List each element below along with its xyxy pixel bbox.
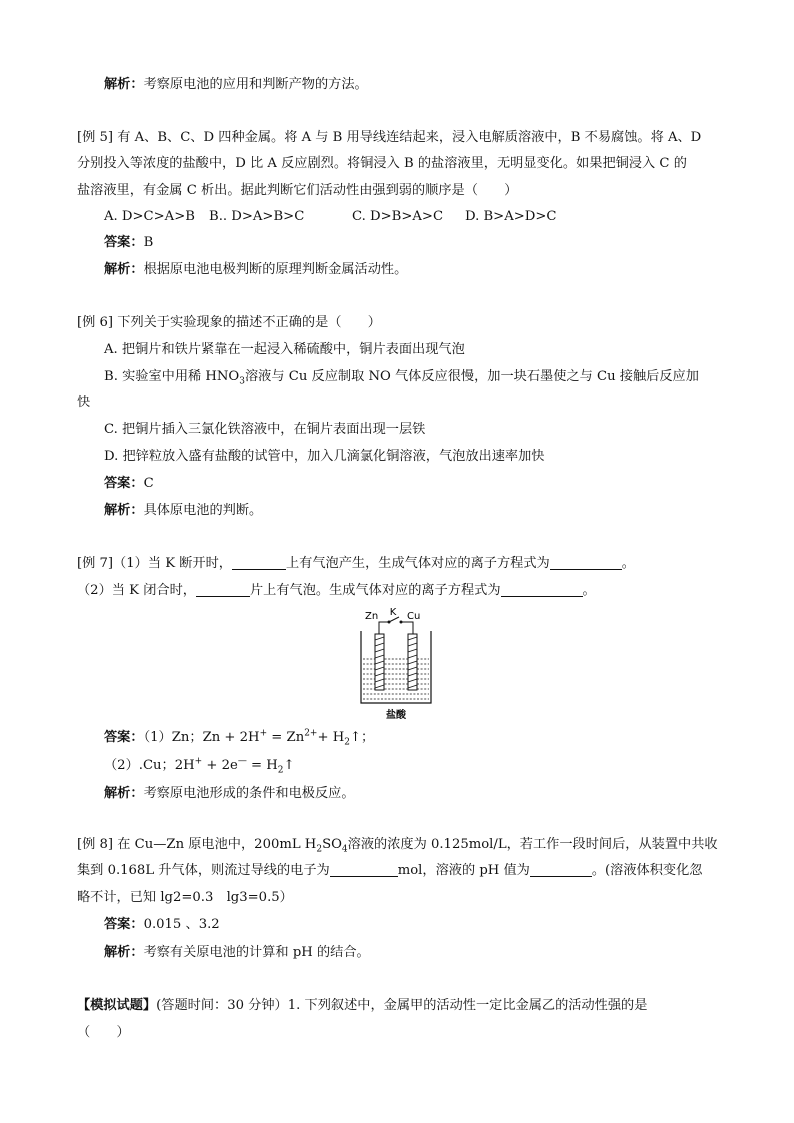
mock-test-question: (答题时间：30 分钟）1. 下列叙述中，金属甲的活动性一定比金属乙的活动性强的是 [156,998,648,1013]
analysis-label: 解析： [104,77,144,92]
left-wire [379,622,389,634]
analysis-text: 考察原电池的应用和判断产物的方法。 [143,77,368,92]
ex8-text-1: [例 8] 在 Cu—Zn 原电池中，200mL H [77,837,317,852]
ex6-option-c: C. 把铜片插入三氯化铁溶液中，在铜片表面出现一层铁 [104,422,426,437]
ex5-options [104,208,557,226]
ex5-stem-line2: 分别投入等浓度的盐酸中，D 比 A 反应剧烈。将铜浸入 B 的盐溶液里，无明显变化。如果把铜浸入 C 的 [77,156,687,171]
zn-label: Zn [365,611,379,622]
answer-text: B [143,235,154,250]
ex8-text-6: 。(溶液体积变化忽 [591,863,703,878]
analysis-text: 考察有关原电池的计算和 pH 的结合。 [143,945,370,960]
analysis-label: 解析： [104,262,144,277]
a2-sup-1: + [194,756,203,767]
a1-text-3: + H [317,730,345,745]
ex8-line3: 略不计，已知 lg2=0.3 lg3=0.5） [77,890,293,905]
a2-text-2: + 2e [202,758,238,773]
a1-text-2: = Zn [267,730,305,745]
answer-label: 答案： [104,476,144,491]
ex8-line1 [77,836,718,854]
a1-sup-1: + [259,728,268,739]
ex4-analysis [104,76,368,94]
mock-test-line1 [77,997,647,1015]
option-c: C. D>B>A>C [352,209,444,224]
right-wire [401,622,413,634]
answer-text: 0.015 、3.2 [143,917,220,932]
option-a: A. D>C>A>B [104,209,195,224]
a1-sup-2: 2+ [304,728,318,739]
ex5-answer [104,234,153,252]
q2-text-1: （2）当 K 闭合时， [77,583,196,598]
answer-label: 答案： [104,730,144,745]
beaker [361,631,431,703]
ex7-question-1 [77,555,635,573]
mock-test-title: 【模拟试题】 [77,998,157,1013]
q1-text-2: 上有气泡产生，生成气体对应的离子方程式为 [286,556,550,571]
ex6-option-a: A. 把铜片和铁片紧靠在一起浸入稀硫酸中，铜片表面出现气泡 [104,342,465,357]
analysis-label: 解析： [104,945,144,960]
a1-text-4: ↑； [349,730,375,745]
ex8-text-2: SO [322,837,342,852]
ex5-stem-line3: 盐溶液里，有金属 C 析出。据此判断它们活动性由强到弱的顺序是（ ） [77,183,518,198]
answer-label: 答案： [104,917,144,932]
analysis-text: 具体原电池的判断。 [143,503,263,518]
ex8-text-5: mol，溶液的 pH 值为 [397,863,530,878]
ex6-analysis [104,502,262,520]
analysis-label: 解析： [104,786,144,801]
ex6-option-b [104,368,699,386]
ex6-option-d: D. 把锌粒放入盛有盐酸的试管中，加入几滴氯化铜溶液，气泡放出速率加快 [104,449,545,464]
ex6-answer [104,475,154,493]
ex8-sub-1: 2 [316,844,323,855]
ex7-question-2 [77,582,596,600]
q2-blank-2[interactable] [501,582,583,597]
a1-text-1: （1）Zn；Zn + 2H [143,730,260,745]
a2-text-3: = H [246,758,278,773]
ph-blank[interactable] [530,862,592,877]
hydrochloric-acid-solution [363,659,429,699]
ex6-stem: [例 6] 下列关于实验现象的描述不正确的是（ ） [77,315,381,330]
a2-sub: 2 [277,765,284,776]
ex5-analysis [104,261,407,279]
q1-text-3: 。 [621,556,635,571]
q2-text-2: 片上有气泡。生成气体对应的离子方程式为 [249,583,501,598]
ex7-answer-2 [104,757,295,775]
ex7-analysis [104,785,355,803]
a2-text-4: ↑ [283,758,295,773]
q2-text-3: 。 [582,583,596,598]
answer-text: C [143,476,154,491]
a2-sup-2: — [237,756,247,767]
option-b-text-2: 溶液与 Cu 反应制取 NO 气体反应很慢，加一块石墨使之与 Cu 接触后反应加 [244,369,699,384]
a1-sub: 2 [344,737,350,748]
ex5-stem-line1: [例 5] 有 A、B、C、D 四种金属。将 A 与 B 用导线连结起来，浸入电解质溶液中，B 不易腐蚀。将 A、D [77,130,702,145]
mock-test-line2: （ ） [77,1025,130,1040]
ex8-answer [104,916,220,934]
ex7-answer-1 [104,729,374,747]
option-b-text-1: B. 实验室中用稀 HNO [104,369,240,384]
answer-label: 答案： [104,235,144,250]
electrons-blank[interactable] [330,862,398,877]
analysis-text: 根据原电池电极判断的原理判断金属活动性。 [143,262,408,277]
cu-label: Cu [407,611,421,622]
ex8-sub-2: 4 [341,844,348,855]
option-b: B.. D>A>B>C [209,209,305,224]
ex8-analysis [104,944,370,962]
galvanic-cell-diagram [355,604,435,722]
a2-text-1: （2）.Cu；2H [104,758,195,773]
q1-blank-1[interactable] [232,555,286,570]
ex8-text-4: 集到 0.168L 升气体，则流过导线的电子为 [77,863,330,878]
ex8-text-3: 溶液的浓度为 0.125mol/L，若工作一段时间后，从装置中共收 [347,837,718,852]
option-b-sub: 3 [239,376,245,387]
q2-blank-1[interactable] [196,582,250,597]
switch-label: K [389,607,397,618]
analysis-label: 解析： [104,503,144,518]
analysis-text: 考察原电池形成的条件和电极反应。 [143,786,355,801]
ex8-line2 [77,862,703,880]
ex6-option-b-cont: 快 [77,395,91,410]
q1-blank-2[interactable] [550,555,622,570]
solution-label: 盐酸 [386,710,406,721]
q1-text-1: [例 7]（1）当 K 断开时， [77,556,232,571]
option-d: D. B>A>D>C [465,209,557,224]
